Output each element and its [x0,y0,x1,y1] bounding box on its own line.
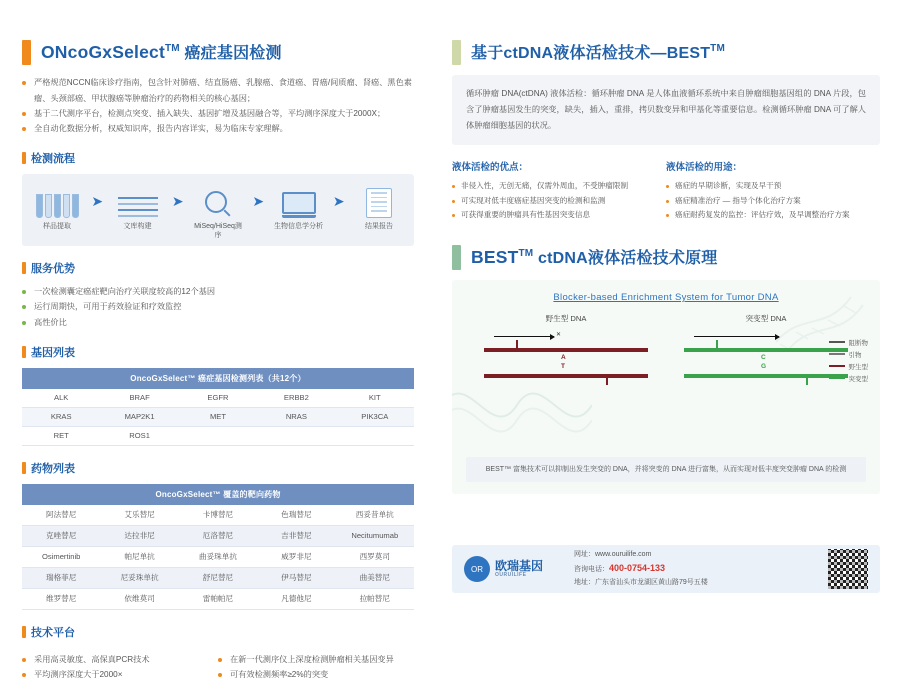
platform-right-list [218,652,414,682]
principle-subtitle: Blocker-based Enrichment System for Tumor DNA [553,291,779,303]
legend-label: 引物 [848,351,862,359]
list-item: 可获得重要的肿瘤具有性基因突变信息 [452,208,666,222]
logo-text [495,560,543,579]
gene-table [22,368,414,446]
principle-title-cn: ctDNA液体活检技术原理 [533,249,718,267]
flow-step-analysis [272,184,326,231]
sample-tubes-icon [30,184,84,218]
table-cell: 吉非替尼 [257,525,335,546]
table-cell: 维罗替尼 [22,588,100,609]
table-cell: 色瑞替尼 [257,505,335,526]
table-cell: 曲妥珠单抗 [179,546,257,567]
table-cell: 伊马替尼 [257,567,335,588]
flow-step-label: 结果报告 [365,223,393,231]
ctdna-title [452,40,880,65]
legend-label: 阻断物 [848,339,868,347]
uses-column [666,159,880,222]
list-item: 运行周期快，可用于药效验证和疗效监控 [22,299,414,314]
table-cell: Osimertinib [22,546,100,567]
legend-item [829,374,869,383]
table-cell: Necitumumab [336,525,414,546]
table-cell: NRAS [257,407,335,426]
title-chinese-text: 癌症基因检测 [179,45,282,62]
website-line [574,549,820,561]
flow-step-sample [30,184,84,231]
blocker-mark: ✕ [556,331,562,338]
table-row [22,389,414,408]
address-label: 地址： [574,578,595,586]
drug-table-header: OncoGxSelect™ 覆盖的靶向药物 [22,484,414,505]
tel-label: 咨询电话： [574,566,609,574]
pros-title: 液体活检的优点： [452,162,529,174]
legend-item [829,362,869,371]
table-cell: 曲美替尼 [336,567,414,588]
website-value[interactable]: www.ouruilife.com [595,550,652,558]
list-item: 平均测序深度大于2000× [22,667,218,682]
chevron-right-icon: ➤ [332,192,345,209]
chevron-right-icon: ➤ [252,192,265,209]
table-row [22,567,414,588]
library-icon [111,184,165,218]
uses-title: 液体活检的用途： [666,162,743,174]
ctdna-heading [471,40,725,65]
principle-title-prefix: BEST [471,246,519,267]
table-row [22,407,414,426]
flow-step-label: MiSeq/HiSeq测序 [194,223,242,240]
logo-mark-icon: OR [464,556,490,582]
table-cell [179,426,257,445]
list-item: 癌症的早期诊断，实现及早干预 [666,179,880,193]
wt-strand-bottom [484,374,648,378]
table-cell: ERBB2 [257,389,335,408]
table-cell: 艾乐替尼 [100,505,178,526]
sequencer-icon [191,184,245,218]
platform-columns [22,652,414,682]
list-item: 高性价比 [22,315,414,330]
right-column [452,40,880,494]
list-item: 非侵入性，无创无痛，仅需外周血，不受肿瘤限制 [452,179,666,193]
list-item: 在新一代测序仪上深度检测肿瘤相关基因变异 [218,652,414,667]
table-cell: ALK [22,389,100,408]
title-accent-bar [452,40,461,65]
table-row [22,505,414,526]
gene-table-header: OncoGxSelect™ 癌症基因检测列表（共12个） [22,368,414,389]
advantage-list [22,284,414,330]
principle-title [452,245,880,270]
flow-step-library [111,184,165,231]
table-cell: 阿法替尼 [22,505,100,526]
tel-value: 400-0754-133 [609,563,666,574]
table-cell: KIT [336,389,414,408]
flow-step-report [352,184,406,231]
flow-step-sequencing [191,184,245,240]
flow-step-label: 生物信息学分析 [274,223,323,231]
ctdna-description: 循环肿瘤 DNA(ctDNA) 液体活检：循环肿瘤 DNA 是人体血液循环系统中来自肿瘤细胞基因组的 DNA 片段，包含了肿瘤基因发生的突变，缺失，插入，重排，拷贝数变异和甲基化等重要信息。检测循环肿瘤 DNA 可了解人体肿瘤细胞基因的状况。 [452,75,880,145]
table-cell: 凡德他尼 [257,588,335,609]
title-superscript: TM [518,247,534,259]
title-accent-bar [22,40,31,65]
mutant-label: 突变型 DNA [745,313,787,323]
page-title [41,40,282,65]
workflow-diagram [22,174,414,246]
list-item: 癌症耐药复发的监控：评估疗效，及早调整治疗方案 [666,208,880,222]
gene-table-section-title: 基因列表 [22,344,414,360]
table-cell: ROS1 [100,426,178,445]
title-superscript: TM [710,43,726,55]
table-cell: 威罗非尼 [257,546,335,567]
wildtype-label: 野生型 DNA [545,313,587,323]
website-label: 网址： [574,550,595,558]
table-cell [257,426,335,445]
logo-company-pinyin: OURUILIFE [495,571,527,578]
ctdna-title-text: 基于ctDNA液体活检技术—BEST [471,45,711,62]
primer-arrow-icon [694,336,779,337]
oncogxselect-title [22,40,414,65]
footer-contact-bar [452,545,880,593]
logo-company-name: 欧瑞基因 [495,558,544,573]
table-row [22,588,414,609]
wildtype-figure [476,330,656,386]
title-main-text: ONcoGxSelect [41,42,165,62]
primer-arrow-icon [494,336,554,337]
list-item: 癌症精准治疗 — 指导个体化治疗方案 [666,194,880,208]
address-value: 广东省汕头市龙湖区黄山路79号五楼 [595,578,708,586]
principle-note: BEST™ 富集技术可以抑制出发生突变的 DNA，并将突变的 DNA 进行富集，从而实现对低丰度突变肿瘤 DNA 的检测 [466,457,866,482]
mt-base-c: C [761,353,766,361]
table-row [22,525,414,546]
table-cell: 拉帕替尼 [336,588,414,609]
pros-column [452,159,666,222]
uses-list [666,179,880,222]
laptop-icon [272,184,326,218]
wt-strand-top [484,348,648,352]
wt-base-t: T [561,362,565,370]
legend-label: 野生型 [848,363,868,371]
table-cell [336,426,414,445]
wt-base-a: A [561,353,566,361]
tel-line [574,561,820,577]
left-column [22,40,414,682]
table-cell: MAP2K1 [100,407,178,426]
intro-bullet-list [22,75,414,136]
table-cell: 达拉非尼 [100,525,178,546]
table-cell: 西妥昔单抗 [336,505,414,526]
table-row [22,426,414,445]
table-cell: PIK3CA [336,407,414,426]
table-cell: 雷帕帕尼 [179,588,257,609]
mt-strand-bottom [684,374,848,378]
wildtype-panel [476,313,656,386]
mt-base-g: G [761,362,767,370]
table-row [22,546,414,567]
mt-strand-top [684,348,848,352]
table-cell: 厄洛替尼 [179,525,257,546]
principle-heading [471,245,717,270]
platform-left-list [22,652,218,682]
contact-info [574,549,820,589]
legend-item [829,350,869,359]
qr-code-icon [828,549,868,589]
table-cell: 卡博替尼 [179,505,257,526]
table-cell: 依维莫司 [100,588,178,609]
legend-item [829,338,869,347]
list-item: 一次检测囊定癌症靶向治疗关联度较高的12个基因 [22,284,414,299]
principle-legend [829,338,869,386]
list-item: 采用高灵敏度、高保真PCR技术 [22,652,218,667]
pros-list [452,179,666,222]
company-logo [464,556,574,582]
advantage-section-title: 服务优势 [22,260,414,276]
list-item: 基于二代测序平台，检测点突变、插入缺失、基因扩增及基因融合等，平均测序深度大于2000X； [22,106,414,121]
legend-label: 突变型 [848,375,868,383]
title-accent-bar [452,245,461,270]
table-cell: 西罗莫司 [336,546,414,567]
table-cell: EGFR [179,389,257,408]
table-cell: KRAS [22,407,100,426]
drug-table-section-title: 药物列表 [22,460,414,476]
list-item: 严格规范NCCN临床诊疗指南，包含针对肺癌、结直肠癌、乳腺癌、食道癌、胃癌/间质瘤、肾癌、黑色素瘤、头颈部癌、甲状腺癌等肿瘤治疗的药物相关的核心基因； [22,75,414,105]
table-cell: 尼妥珠单抗 [100,567,178,588]
flow-step-label: 样品提取 [43,223,71,231]
address-line [574,577,820,589]
table-cell: 瑞格菲尼 [22,567,100,588]
list-item: 可实现对低丰度癌症基因突变的检测和监测 [452,194,666,208]
chevron-right-icon: ➤ [91,192,104,209]
flow-step-label: 文库构建 [123,223,152,231]
table-cell: 帕尼单抗 [100,546,178,567]
chevron-right-icon: ➤ [171,192,184,209]
table-cell: BRAF [100,389,178,408]
drug-table [22,484,414,610]
list-item: 可有效检测频率≥2%的突变 [218,667,414,682]
platform-section-title: 技术平台 [22,624,414,640]
table-cell: MET [179,407,257,426]
platform-left [22,652,218,682]
table-cell: RET [22,426,100,445]
title-superscript: TM [164,43,180,55]
list-item: 全自动化数据分析，权威知识库，报告内容详实，易为临床专家理解。 [22,121,414,136]
flow-section-title: 检测流程 [22,150,414,166]
report-icon [352,184,406,218]
table-cell: 克唑替尼 [22,525,100,546]
pros-uses-columns [452,159,880,222]
platform-right [218,652,414,682]
principle-panel [452,280,880,494]
table-cell: 舒尼替尼 [179,567,257,588]
